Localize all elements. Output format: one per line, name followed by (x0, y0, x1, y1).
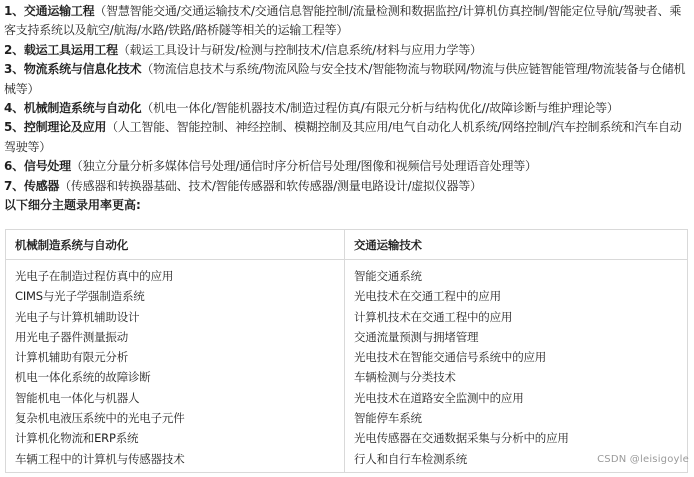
topic-heading (4, 159, 71, 173)
topic-item-4 (4, 99, 690, 118)
table-row (6, 327, 688, 347)
table-cell: 光电子在制造过程仿真中的应用 (6, 260, 345, 287)
table-cell: 智能交通系统 (345, 260, 688, 287)
topic-detail: （智慧智能交通/交通运输技术/交通信息智能控制/流量检测和数据监控/计算机仿真控制/智能定位导航/驾驶者、乘客支持系统以及航空/航海/水路/铁路/路桥隧等相关的运输工程等） (4, 4, 682, 38)
topic-title: 信号处理 (23, 159, 71, 174)
topic-item-6 (4, 157, 690, 176)
table-cell: 用光电子器件测量振动 (6, 327, 345, 347)
table-cell: 光电技术在道路安全监测中的应用 (345, 388, 688, 408)
topic-number: 6、 (4, 159, 24, 174)
table-header-row (6, 230, 688, 260)
topic-detail: （物流信息技术与系统/物流风险与安全技术/智能物流与物联网/物流与供应链智能管理/物流装备与仓储机械等） (4, 62, 686, 96)
topic-item-3 (4, 60, 690, 99)
topic-heading (4, 43, 118, 57)
table-cell: 车辆工程中的计算机与传感器技术 (6, 449, 345, 473)
table-row (6, 260, 688, 287)
topic-item-1 (4, 2, 690, 41)
topic-title: 交通运输工程 (23, 4, 95, 18)
topic-number: 7、 (4, 178, 24, 193)
table-cell: CIMS与光子学强制造系统 (6, 286, 345, 306)
watermark: CSDN @leisigoyle (597, 454, 689, 465)
topic-number: 1、 (4, 4, 24, 18)
column-header-mechanical: 机械制造系统与自动化 (6, 230, 345, 260)
table-cell: 行人和自行车检测系统 (345, 449, 688, 473)
table-cell: 智能机电一体化与机器人 (6, 388, 345, 408)
table-cell: 智能停车系统 (345, 408, 688, 428)
topic-number: 4、 (4, 101, 24, 116)
topic-title: 机械制造系统与自动化 (23, 101, 142, 116)
table-cell: 交通流量预测与拥堵管理 (345, 327, 688, 347)
table-cell: 机电一体化系统的故障诊断 (6, 367, 345, 387)
topic-item-7 (4, 177, 690, 196)
subtopics-intro: 以下细分主题录用率更高: (4, 198, 141, 213)
topic-heading (4, 179, 59, 193)
table-row (6, 307, 688, 327)
topic-title: 控制理论及应用 (23, 120, 107, 135)
column-header-transport: 交通运输技术 (345, 230, 688, 260)
topic-detail: （人工智能、智能控制、神经控制、模糊控制及其应用/电气自动化人机系统/网络控制/汽车控制系统和汽车自动驾驶等） (4, 120, 682, 154)
table-cell: 光电传感器在交通数据采集与分析中的应用 (345, 428, 688, 448)
table-cell: 计算机化物流和ERP系统 (6, 428, 345, 448)
subtopics-table (5, 229, 688, 473)
topic-number: 2、 (4, 42, 24, 57)
topic-item-5 (4, 118, 690, 157)
topic-detail: （机电一体化/智能机器技术/制造过程仿真/有限元分析与结构优化//故障诊断与维护理论等） (141, 101, 619, 116)
table-cell: 计算机技术在交通工程中的应用 (345, 307, 688, 327)
topic-number: 3、 (4, 62, 24, 77)
table-row (6, 367, 688, 387)
document-body (4, 2, 690, 216)
table-cell: 复杂机电液压系统中的光电子元件 (6, 408, 345, 428)
topic-heading (4, 120, 106, 134)
table-cell: 光电技术在交通工程中的应用 (345, 286, 688, 306)
topic-heading (4, 4, 94, 18)
table-row (6, 428, 688, 448)
topic-heading (4, 62, 141, 76)
topic-detail: （独立分量分析多媒体信号处理/通信时序分析信号处理/图像和视频信号处理语音处理等） (70, 159, 537, 174)
topic-number: 5、 (4, 120, 24, 135)
table-row (6, 347, 688, 367)
topic-detail: （载运工具设计与研发/检测与控制技术/信息系统/材料与应用力学等） (117, 42, 482, 57)
table-cell: 光电子与计算机辅助设计 (6, 307, 345, 327)
topic-detail: （传感器和转换器基础、技术/智能传感器和软传感器/测量电路设计/虚拟仪器等） (59, 178, 482, 193)
table-row (6, 449, 688, 473)
table-row (6, 408, 688, 428)
topic-heading (4, 101, 141, 115)
table-cell: 车辆检测与分类技术 (345, 367, 688, 387)
table-cell: 计算机辅助有限元分析 (6, 347, 345, 367)
topic-title: 物流系统与信息化技术 (23, 62, 142, 77)
topic-title: 载运工具运用工程 (23, 42, 118, 57)
table-row (6, 286, 688, 306)
topic-title: 传感器 (23, 178, 60, 193)
table-cell: 光电技术在智能交通信号系统中的应用 (345, 347, 688, 367)
topic-item-2 (4, 41, 690, 60)
table-row (6, 388, 688, 408)
